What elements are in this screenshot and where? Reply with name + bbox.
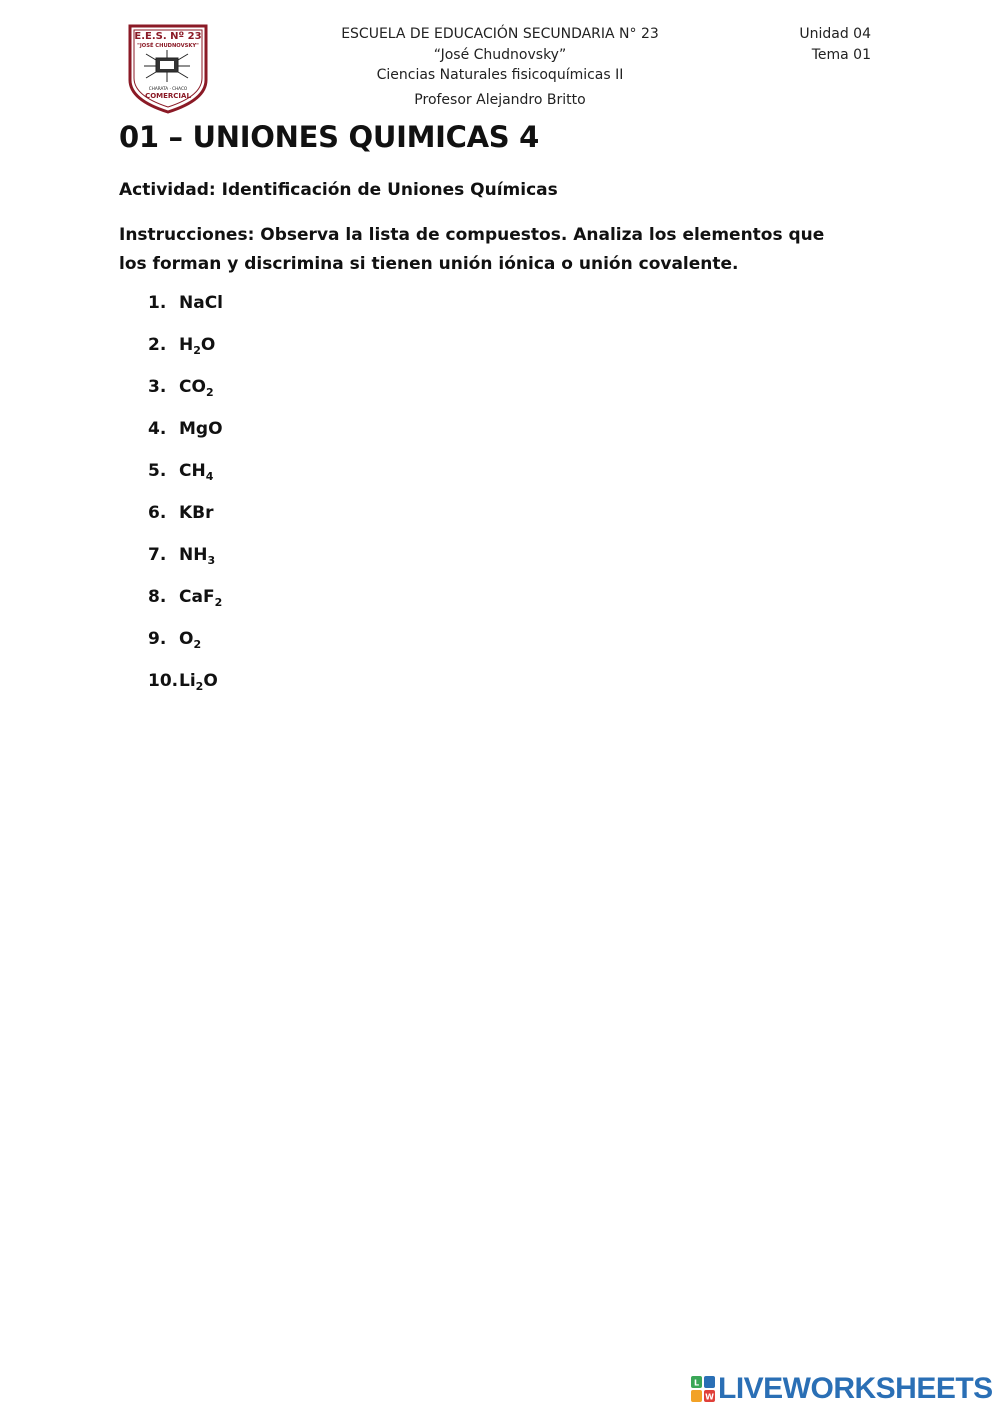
list-item [148,545,223,587]
list-item [148,587,223,629]
liveworksheets-brand[interactable] [691,1374,993,1404]
list-item [148,461,223,503]
activity-heading: Actividad: Identificación de Uniones Químicas [119,180,558,200]
item-number: 8. [148,587,167,607]
compound-formula: $CO_2$ [179,377,214,399]
item-number: 6. [148,503,167,523]
item-number: 10. [148,671,179,691]
compound-formula: $CH_4$ [179,461,214,483]
compound-formula: CaF$_2$ [179,587,223,609]
logo-letter-w: W [705,1392,714,1402]
list-item [148,377,223,419]
list-item [148,503,223,545]
list-item [148,671,223,713]
school-name: “José Chudnovsky” [433,46,567,63]
school-title: ESCUELA DE EDUCACIÓN SECUNDARIA N° 23 [341,26,659,42]
logo-bottom-text: COMERCIAL [145,92,191,100]
item-number: 5. [148,461,167,481]
compound-formula: KBr [179,503,214,523]
unit-label: Unidad 04 [799,26,871,42]
school-header [300,24,700,110]
item-number: 3. [148,377,167,397]
compound-formula: $H_2O$ [179,335,216,357]
unit-info [760,24,871,65]
teacher-name: Profesor Alejandro Britto [414,91,586,108]
compound-formula: NaCl [179,293,224,313]
compound-formula: $O_2$ [179,629,202,651]
brand-name: LIVEWORKSHEETS [718,1372,993,1405]
list-item [148,335,223,377]
compound-list [148,293,223,713]
liveworksheets-logo-icon [691,1376,715,1402]
page-title: 01 – UNIONES QUIMICAS 4 [119,120,540,154]
list-item [148,419,223,461]
school-logo [126,20,210,114]
logo-letter-l: L [693,1378,700,1388]
item-number: 7. [148,545,167,565]
item-number: 2. [148,335,167,355]
logo-subtitle: "JOSÉ CHUDNOVSKY" [137,43,199,49]
compound-formula: $Li_2O$ [179,671,218,693]
item-number: 9. [148,629,167,649]
list-item [148,293,223,335]
topic-label: Tema 01 [811,46,871,63]
item-number: 4. [148,419,167,439]
list-item [148,629,223,671]
instructions-text: Instrucciones: Observa la lista de compuestos. Analiza los elementos que los forman y discrimina si tienen unión iónica o unión covalente. [119,225,825,274]
logo-top-text: E.E.S. Nº 23 [134,31,202,42]
compound-formula: $NH_3$ [179,545,216,567]
compound-formula: MgO [179,419,223,439]
item-number: 1. [148,293,167,313]
logo-location-text: CHARATA · CHACO [148,86,188,91]
subject-name: Ciencias Naturales fisicoquímicas II [376,67,624,83]
